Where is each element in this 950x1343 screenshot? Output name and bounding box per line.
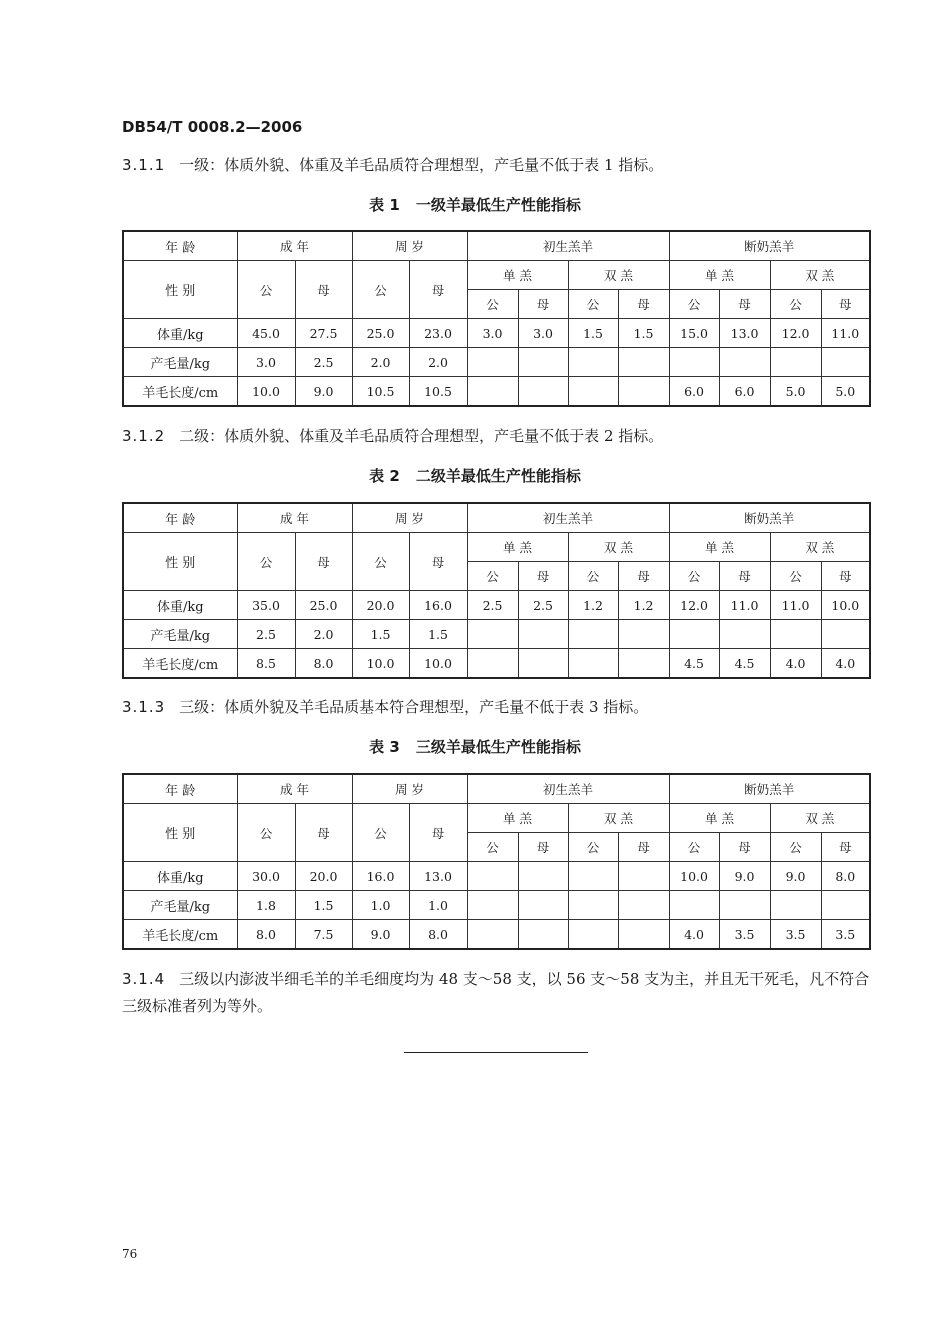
value-cell: 25.0 [352,319,409,348]
wool-yield-row-label: 产毛量/kg [123,620,237,649]
value-cell: 4.5 [669,649,719,679]
lamb-male-header: 公 [568,562,618,591]
value-cell [770,348,821,377]
yearling-header: 周 岁 [352,503,467,533]
lamb-male-header: 公 [467,290,518,319]
lamb-female-header: 母 [618,833,669,862]
value-cell [467,620,518,649]
value-cell [467,862,518,891]
newborn-lamb-header: 初生羔羊 [467,503,669,533]
lamb-female-header: 母 [821,290,870,319]
adult-female-header: 母 [295,261,352,319]
lamb-male-header: 公 [770,290,821,319]
lamb-male-header: 公 [467,833,518,862]
value-cell: 5.0 [821,377,870,407]
lamb-male-header: 公 [669,562,719,591]
lamb-male-header: 公 [770,562,821,591]
value-cell [467,377,518,407]
wool-length-row-label: 羊毛长度/cm [123,649,237,679]
clause-text: 一级：体质外貌、体重及羊毛品质符合理想型，产毛量不低于表 1 指标。 [179,156,664,174]
value-cell [618,377,669,407]
value-cell: 8.0 [237,920,295,950]
clause-3-1-2 [122,423,872,450]
value-cell: 4.0 [821,649,870,679]
value-cell: 9.0 [770,862,821,891]
clause-text: 二级：体质外貌、体重及羊毛品质符合理想型，产毛量不低于表 2 指标。 [179,427,664,445]
value-cell: 45.0 [237,319,295,348]
weight-row [123,591,870,620]
value-cell [719,891,770,920]
sex-header: 性 别 [123,261,237,319]
value-cell [467,649,518,679]
wool-length-row [123,920,870,950]
value-cell: 5.0 [770,377,821,407]
value-cell: 16.0 [352,862,409,891]
value-cell: 30.0 [237,862,295,891]
value-cell: 12.0 [770,319,821,348]
value-cell [719,348,770,377]
value-cell [467,348,518,377]
lamb-female-header: 母 [821,562,870,591]
weight-row-label: 体重/kg [123,591,237,620]
adult-male-header: 公 [237,261,295,319]
table-3 [122,773,871,950]
weaned-lamb-header: 断奶羔羊 [669,503,870,533]
newborn-single-header: 单 羔 [467,804,568,833]
yearling-female-header: 母 [409,261,467,319]
value-cell: 9.0 [352,920,409,950]
newborn-single-header: 单 羔 [467,533,568,562]
weaned-lamb-header: 断奶羔羊 [669,231,870,261]
clause-number: 3.1.4 [122,970,166,988]
value-cell [568,862,618,891]
value-cell: 2.0 [295,620,352,649]
table-label: 表 1 [369,196,400,214]
value-cell [518,377,568,407]
value-cell [467,920,518,950]
value-cell: 1.8 [237,891,295,920]
value-cell: 20.0 [295,862,352,891]
adult-header: 成 年 [237,774,352,804]
value-cell: 10.0 [237,377,295,407]
adult-male-header: 公 [237,533,295,591]
value-cell [568,348,618,377]
wool-yield-row [123,620,870,649]
value-cell: 15.0 [669,319,719,348]
yearling-female-header: 母 [409,533,467,591]
value-cell: 1.5 [409,620,467,649]
value-cell: 6.0 [719,377,770,407]
clause-number: 3.1.1 [122,156,166,174]
value-cell: 11.0 [770,591,821,620]
value-cell: 10.0 [821,591,870,620]
value-cell [669,348,719,377]
value-cell: 23.0 [409,319,467,348]
clause-3-1-3 [122,694,872,721]
yearling-male-header: 公 [352,804,409,862]
value-cell: 11.0 [719,591,770,620]
value-cell: 1.5 [568,319,618,348]
lamb-male-header: 公 [568,290,618,319]
value-cell [618,348,669,377]
table-title: 一级羊最低生产性能指标 [415,196,581,214]
value-cell [821,348,870,377]
header-row-sex [123,261,870,290]
value-cell: 10.5 [409,377,467,407]
weaned-single-header: 单 羔 [669,261,770,290]
weaned-single-header: 单 羔 [669,804,770,833]
yearling-male-header: 公 [352,261,409,319]
clause-text: 三级以内澎波半细毛羊的羊毛细度均为 48 支～58 支，以 56 支～58 支为主，并且无干死毛，凡不符合三级标准者列为等外。 [122,970,870,1015]
value-cell: 2.5 [518,591,568,620]
value-cell [618,620,669,649]
value-cell: 2.5 [467,591,518,620]
value-cell: 1.5 [352,620,409,649]
value-cell: 12.0 [669,591,719,620]
yearling-female-header: 母 [409,804,467,862]
value-cell: 8.0 [295,649,352,679]
value-cell: 1.5 [295,891,352,920]
adult-male-header: 公 [237,804,295,862]
newborn-lamb-header: 初生羔羊 [467,231,669,261]
value-cell: 10.0 [669,862,719,891]
weaned-twin-header: 双 羔 [770,533,870,562]
table-label: 表 3 [369,738,400,756]
adult-header: 成 年 [237,503,352,533]
weight-row-label: 体重/kg [123,862,237,891]
value-cell: 10.5 [352,377,409,407]
value-cell: 25.0 [295,591,352,620]
wool-yield-row [123,891,870,920]
value-cell: 3.5 [719,920,770,950]
age-header: 年 龄 [123,774,237,804]
value-cell: 4.5 [719,649,770,679]
value-cell: 4.0 [770,649,821,679]
lamb-female-header: 母 [719,562,770,591]
page-number: 76 [122,1247,138,1261]
lamb-male-header: 公 [669,833,719,862]
value-cell [568,377,618,407]
wool-yield-row-label: 产毛量/kg [123,348,237,377]
lamb-male-header: 公 [467,562,518,591]
header-row-sex [123,533,870,562]
header-row-age [123,231,870,261]
value-cell: 8.5 [237,649,295,679]
value-cell: 13.0 [719,319,770,348]
lamb-female-header: 母 [518,562,568,591]
value-cell [568,920,618,950]
wool-length-row-label: 羊毛长度/cm [123,377,237,407]
value-cell [518,920,568,950]
value-cell: 35.0 [237,591,295,620]
lamb-female-header: 母 [618,562,669,591]
value-cell: 1.2 [618,591,669,620]
value-cell: 20.0 [352,591,409,620]
value-cell: 4.0 [669,920,719,950]
value-cell: 2.5 [295,348,352,377]
lamb-female-header: 母 [821,833,870,862]
value-cell [518,891,568,920]
value-cell [821,891,870,920]
value-cell: 3.0 [237,348,295,377]
value-cell: 10.0 [352,649,409,679]
table-2-caption [0,465,950,486]
value-cell [669,891,719,920]
header-row-age [123,774,870,804]
header-row-age [123,503,870,533]
value-cell [669,620,719,649]
sex-header: 性 别 [123,533,237,591]
standard-code-header: DB54/T 0008.2—2006 [122,118,303,136]
value-cell: 1.0 [352,891,409,920]
value-cell: 9.0 [295,377,352,407]
value-cell: 6.0 [669,377,719,407]
value-cell [821,620,870,649]
lamb-male-header: 公 [669,290,719,319]
weaned-twin-header: 双 羔 [770,804,870,833]
table-1 [122,230,871,407]
clause-number: 3.1.2 [122,427,166,445]
wool-length-row-label: 羊毛长度/cm [123,920,237,950]
value-cell [618,649,669,679]
value-cell: 1.0 [409,891,467,920]
value-cell [719,620,770,649]
value-cell: 3.5 [821,920,870,950]
adult-female-header: 母 [295,533,352,591]
clause-3-1-1 [122,152,872,179]
value-cell: 3.5 [770,920,821,950]
age-header: 年 龄 [123,231,237,261]
value-cell [568,620,618,649]
table-label: 表 2 [369,467,400,485]
table-3-caption [0,736,950,757]
sex-header: 性 别 [123,804,237,862]
clause-3-1-4 [122,966,872,1020]
value-cell [618,862,669,891]
lamb-female-header: 母 [719,833,770,862]
weight-row-label: 体重/kg [123,319,237,348]
value-cell: 11.0 [821,319,870,348]
value-cell: 13.0 [409,862,467,891]
value-cell: 2.0 [352,348,409,377]
yearling-header: 周 岁 [352,231,467,261]
value-cell: 3.0 [518,319,568,348]
value-cell: 8.0 [821,862,870,891]
lamb-female-header: 母 [518,290,568,319]
value-cell: 27.5 [295,319,352,348]
weaned-twin-header: 双 羔 [770,261,870,290]
newborn-twin-header: 双 羔 [568,533,669,562]
adult-female-header: 母 [295,804,352,862]
value-cell [770,891,821,920]
wool-yield-row [123,348,870,377]
age-header: 年 龄 [123,503,237,533]
value-cell: 3.0 [467,319,518,348]
weaned-single-header: 单 羔 [669,533,770,562]
newborn-single-header: 单 羔 [467,261,568,290]
value-cell [518,348,568,377]
value-cell [568,649,618,679]
value-cell [618,920,669,950]
newborn-lamb-header: 初生羔羊 [467,774,669,804]
lamb-female-header: 母 [518,833,568,862]
value-cell: 9.0 [719,862,770,891]
value-cell: 7.5 [295,920,352,950]
value-cell: 10.0 [409,649,467,679]
value-cell [518,862,568,891]
value-cell [568,891,618,920]
table-title: 二级羊最低生产性能指标 [415,467,581,485]
table-1-caption [0,194,950,215]
value-cell: 16.0 [409,591,467,620]
end-rule [404,1052,588,1053]
yearling-male-header: 公 [352,533,409,591]
newborn-twin-header: 双 羔 [568,804,669,833]
value-cell [618,891,669,920]
yearling-header: 周 岁 [352,774,467,804]
value-cell: 2.5 [237,620,295,649]
wool-length-row [123,649,870,679]
lamb-female-header: 母 [618,290,669,319]
lamb-male-header: 公 [770,833,821,862]
table-2 [122,502,871,679]
weight-row [123,862,870,891]
newborn-twin-header: 双 羔 [568,261,669,290]
weight-row [123,319,870,348]
lamb-male-header: 公 [568,833,618,862]
wool-length-row [123,377,870,407]
value-cell: 1.2 [568,591,618,620]
wool-yield-row-label: 产毛量/kg [123,891,237,920]
weaned-lamb-header: 断奶羔羊 [669,774,870,804]
adult-header: 成 年 [237,231,352,261]
value-cell: 2.0 [409,348,467,377]
value-cell [518,649,568,679]
clause-text: 三级：体质外貌及羊毛品质基本符合理想型，产毛量不低于表 3 指标。 [179,698,649,716]
clause-number: 3.1.3 [122,698,166,716]
value-cell: 1.5 [618,319,669,348]
header-row-sex [123,804,870,833]
value-cell [467,891,518,920]
table-title: 三级羊最低生产性能指标 [415,738,581,756]
value-cell [518,620,568,649]
value-cell: 8.0 [409,920,467,950]
value-cell [770,620,821,649]
lamb-female-header: 母 [719,290,770,319]
